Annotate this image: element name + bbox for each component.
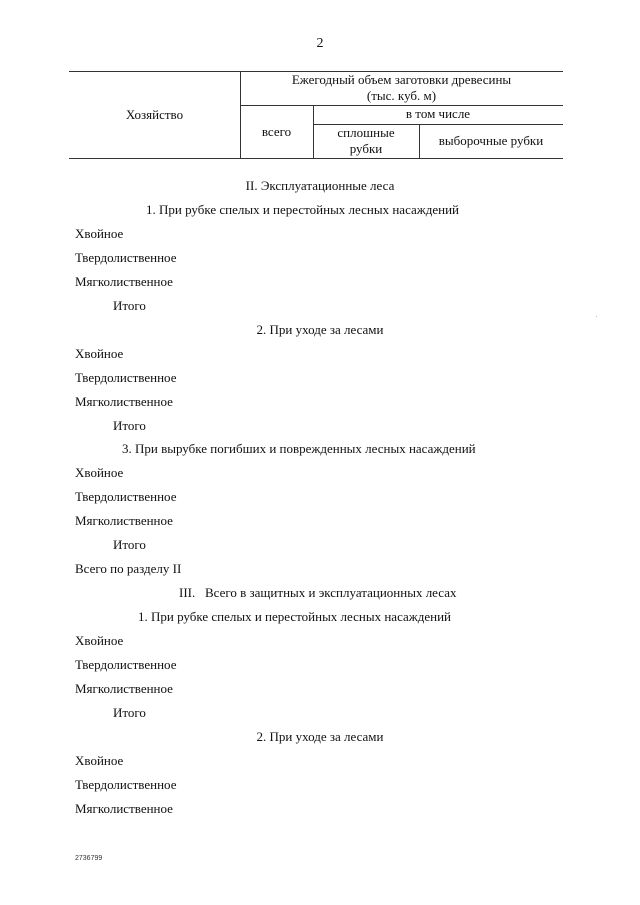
row-label: Мягколиственное: [75, 681, 173, 696]
header-selective-cut: выборочные рубки: [438, 133, 544, 148]
header-clear-cut-line1: сплошные: [337, 125, 395, 140]
group-title: 1. При рубке спелых и перестойных лесных насаждений: [146, 202, 460, 217]
section-total-label: Всего по разделу II: [75, 561, 182, 576]
row-label: Хвойное: [75, 465, 124, 480]
row-label: Твердолиственное: [75, 370, 177, 385]
row-label: Хвойное: [75, 633, 124, 648]
document-id: 2736799: [75, 855, 103, 862]
subtotal-label: Итого: [113, 705, 146, 720]
row-label: Мягколиственное: [75, 801, 173, 816]
subtotal-label: Итого: [113, 298, 146, 313]
group-title: 2. При уходе за лесами: [256, 322, 384, 337]
section-number: III.: [179, 585, 196, 600]
header-volume-line2: (тыс. куб. м): [366, 88, 437, 103]
subtotal-label: Итого: [113, 418, 146, 433]
row-label: Твердолиственное: [75, 489, 177, 504]
row-label: Мягколиственное: [75, 394, 173, 409]
header-volume-line1: Ежегодный объем заготовки древесины: [291, 72, 512, 87]
page-number: 2: [316, 36, 324, 51]
header-including: в том числе: [405, 106, 471, 121]
table-bottom-border: [69, 158, 563, 159]
subtotal-label: Итого: [113, 537, 146, 552]
group-title: 3. При вырубке погибших и поврежденных лесных насаждений: [122, 441, 476, 456]
row-label: Хвойное: [75, 226, 124, 241]
header-clear-cut-line2: рубки: [349, 141, 383, 156]
group-title: 1. При рубке спелых и перестойных лесных насаждений: [138, 609, 452, 624]
section-title: II. Эксплуатационные леса: [245, 178, 395, 193]
row-label: Мягколиственное: [75, 274, 173, 289]
row-label: Твердолиственное: [75, 250, 177, 265]
row-label: Мягколиственное: [75, 513, 173, 528]
row-label: Твердолиственное: [75, 657, 177, 672]
row-label: Хвойное: [75, 346, 124, 361]
scan-speck: [596, 316, 597, 317]
row-label: Твердолиственное: [75, 777, 177, 792]
section-title: Всего в защитных и эксплуатационных лесах: [205, 585, 457, 600]
row-label: Хвойное: [75, 753, 124, 768]
header-farm: Хозяйство: [125, 107, 184, 122]
group-title: 2. При уходе за лесами: [256, 729, 384, 744]
header-total: всего: [261, 124, 292, 139]
